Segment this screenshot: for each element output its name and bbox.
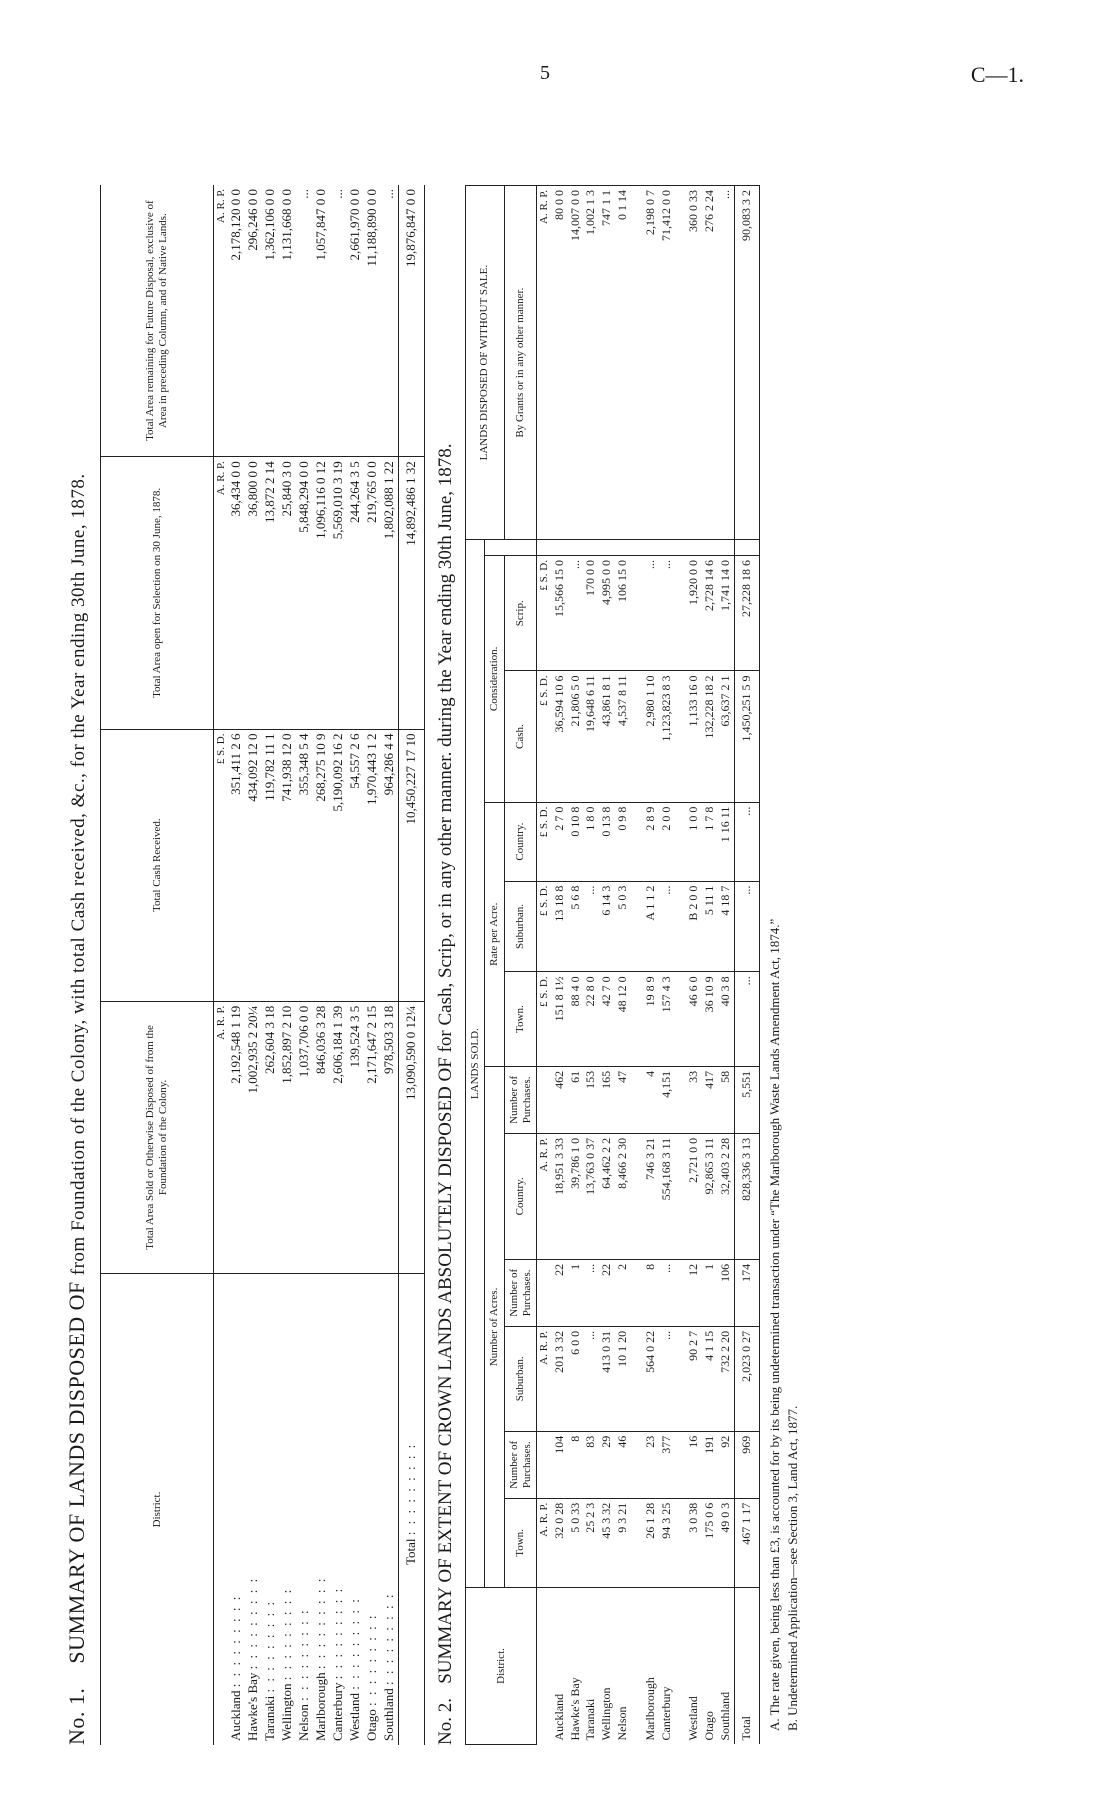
table1-row: [262, 185, 279, 1745]
cell: 2,198 0 7: [643, 186, 659, 540]
cell: 1 7 8: [702, 802, 718, 881]
cash-cell: 5,190,092 16 2: [330, 729, 347, 1001]
table2-header-lands-sold: LANDS SOLD.: [465, 540, 485, 1588]
cell: 4,995 0 0: [599, 556, 615, 671]
col-rate-country: Country.: [504, 802, 536, 881]
cell: ...: [659, 1326, 675, 1431]
cash-cell: 1,970,443 1 2: [364, 729, 381, 1001]
unit-label: A. R. P.: [537, 1133, 552, 1259]
table1-row: [347, 185, 364, 1745]
cell: 5 0 3: [615, 881, 631, 972]
table1-header-cash: Total Cash Received.: [100, 729, 213, 1001]
cell: 6 0 0: [568, 1326, 584, 1431]
total-cell: 828,336 3 13: [734, 1133, 759, 1259]
total-cash: 10,450,227 17 10: [398, 729, 424, 1001]
total-cell: 174: [734, 1259, 759, 1326]
district-name: Otago: [363, 1709, 379, 1741]
table1-number: No. 1.: [64, 1687, 89, 1745]
cash-cell: 741,938 12 0: [279, 729, 296, 1001]
table2-row: [718, 186, 734, 1745]
district-name: Canterbury: [659, 1588, 675, 1745]
cell: 46 6 0: [686, 972, 702, 1066]
cell: 21,806 5 0: [568, 671, 584, 802]
cell: 0 9 8: [615, 802, 631, 881]
district-name: Nelson: [296, 1704, 312, 1741]
district-name: Southland: [718, 1588, 734, 1745]
cell: 0 1 14: [615, 186, 631, 540]
open-cell: 13,872 2 14: [262, 457, 279, 729]
leader-dots: : : : : : : : : :: [228, 1594, 244, 1688]
cell: 4 18 7: [718, 881, 734, 972]
table2-header-district: District.: [465, 1588, 537, 1745]
table2-row: [686, 186, 702, 1745]
total-label: Total: [734, 1588, 759, 1745]
cell: 90 2 7: [686, 1326, 702, 1431]
cell: 5 11 1: [702, 881, 718, 972]
total-remaining: 19,876,847 0 0: [398, 185, 424, 457]
cell: 48 12 0: [615, 972, 631, 1066]
cell: 61: [568, 1066, 584, 1133]
cell: 8: [568, 1431, 584, 1498]
col-country: Country.: [504, 1133, 536, 1259]
table2-gap: [631, 186, 643, 1745]
cell: 10 1 20: [615, 1326, 631, 1431]
document-code: C—1.: [970, 62, 1024, 87]
footnote-b: B. Undetermined Application—see Section 3, Land Act, 1877.: [784, 1405, 800, 1731]
table2-row: [615, 186, 631, 1745]
cash-cell: 355,348 5 4: [296, 729, 313, 1001]
cell: ...: [659, 1259, 675, 1326]
area-sold-cell: 846,036 3 28: [313, 1001, 330, 1273]
cell: 16: [686, 1431, 702, 1498]
cell: 1,123,823 8 3: [659, 671, 675, 802]
cell: 732 2 20: [718, 1326, 734, 1431]
cell: 3 0 38: [686, 1498, 702, 1587]
table2-header-without-sale: LANDS DISPOSED OF WITHOUT SALE.: [465, 186, 504, 540]
table1-title-caps: SUMMARY OF LANDS DISPOSED OF: [64, 1281, 89, 1664]
leader-dots: : : : : : : : : :: [363, 1613, 379, 1706]
cell: 19 8 9: [643, 972, 659, 1066]
cell: 25 2 3: [583, 1498, 599, 1587]
district-name: Taranaki: [583, 1588, 599, 1745]
cell: ...: [583, 1326, 599, 1431]
cash-cell: 351,411 2 6: [228, 729, 245, 1001]
cell: 12: [686, 1259, 702, 1326]
table2-title-rest: for Cash, Scrip, or in any other manner. during the Year ending 30th June, 1878.: [434, 443, 456, 1053]
district-name: Canterbury: [330, 1682, 346, 1741]
district-name: Auckland: [228, 1690, 244, 1741]
cell: 1 8 0: [583, 802, 599, 881]
cell: 4: [643, 1066, 659, 1133]
table1-title: [64, 105, 90, 1745]
cell: 32,403 2 28: [718, 1133, 734, 1259]
cell: 165: [599, 1066, 615, 1133]
district-name: Auckland: [552, 1588, 568, 1745]
cell: 413 0 31: [599, 1326, 615, 1431]
cell: 201 3 32: [552, 1326, 568, 1431]
total-cell: 1,450,251 5 9: [734, 671, 759, 802]
table1-row: [228, 185, 245, 1745]
table2-number: No. 2.: [434, 1698, 456, 1745]
table1-header-district: District.: [100, 1274, 213, 1745]
cell: 14,007 0 0: [568, 186, 584, 540]
cell: 13 18 8: [552, 881, 568, 972]
cash-cell: 434,092 12 0: [245, 729, 262, 1001]
col-rate-town: Town.: [504, 972, 536, 1066]
cell: 1 0 0: [686, 802, 702, 881]
cell: 2 8 9: [643, 802, 659, 881]
table1-row: [364, 185, 381, 1745]
cash-cell: 119,782 11 1: [262, 729, 279, 1001]
page-number: 5: [540, 62, 550, 84]
table2-row: [659, 186, 675, 1745]
cell: 170 0 0: [583, 556, 599, 671]
cell: 1,002 1 3: [583, 186, 599, 540]
table2-total-row: [734, 186, 759, 1745]
col-scrip: Scrip.: [504, 556, 536, 671]
leader-dots: : : : : : : : : :: [402, 1442, 418, 1536]
cell: 80 0 0: [552, 186, 568, 540]
cell: 4,151: [659, 1066, 675, 1133]
leader-dots: : : : : : : : : :: [245, 1576, 261, 1670]
cell: 92: [718, 1431, 734, 1498]
table1-header-area-sold: Total Area Sold or Otherwise Disposed of from the Foundation of the Colony.: [100, 1001, 213, 1273]
total-cell: ...: [734, 802, 759, 881]
cell: 1: [568, 1259, 584, 1326]
cell: 8: [643, 1259, 659, 1326]
table2-header-consideration: Consideration.: [485, 556, 505, 803]
district-name: Wellington: [279, 1683, 295, 1741]
district-name: Southland: [380, 1688, 396, 1741]
cell: 2,728 14 6: [702, 556, 718, 671]
cash-cell: 964,286 4 4: [381, 729, 398, 1001]
table2-header-number-of-acres: Number of Acres.: [485, 1066, 505, 1587]
table2-row: [583, 186, 599, 1745]
col-grants: By Grants or in any other manner.: [504, 186, 536, 540]
table1-row: [296, 185, 313, 1745]
col-rate-suburban: Suburban.: [504, 881, 536, 972]
leader-dots: : : : : : : : : :: [279, 1587, 295, 1681]
open-cell: 36,434 0 0: [228, 457, 245, 729]
cell: 191: [702, 1431, 718, 1498]
cell: 153: [583, 1066, 599, 1133]
col-cash: Cash.: [504, 671, 536, 802]
unit-label: £ S. D.: [537, 972, 552, 1066]
district-name: Westland: [347, 1692, 363, 1741]
cell: 15,566 15 0: [552, 556, 568, 671]
total-label: Total: [402, 1538, 418, 1565]
total-cell: 27,228 18 6: [734, 556, 759, 671]
table1-row: [279, 185, 296, 1745]
cell: ...: [583, 881, 599, 972]
cell: ...: [659, 556, 675, 671]
cell: 64,462 2 2: [599, 1133, 615, 1259]
cell: 5 6 8: [568, 881, 584, 972]
table1-title-rest: from Foundation of the Colony, with total Cash received, &c., for the Year ending 30th June, 1878.: [68, 473, 89, 1276]
table2-row: [599, 186, 615, 1745]
cell: 63,637 2 1: [718, 671, 734, 802]
table1-row: [330, 185, 347, 1745]
cell: 1,133 16 0: [686, 671, 702, 802]
cell: 26 1 28: [643, 1498, 659, 1587]
leader-dots: : : : : : : : : :: [262, 1599, 278, 1693]
cell: 9 3 21: [615, 1498, 631, 1587]
cell: 2,721 0 0: [686, 1133, 702, 1259]
cell: 88 4 0: [568, 972, 584, 1066]
footnote-a: A. The rate given, being less than £3, is accounted for by its being undetermined transaction under “The Marlborough Waste Lands Amendment Act, 1874.”: [766, 918, 782, 1731]
remaining-cell: 1,362,106 0 0: [262, 185, 279, 457]
total-cell: ...: [734, 972, 759, 1066]
cell: 39,786 1 0: [568, 1133, 584, 1259]
cell: 40 3 8: [718, 972, 734, 1066]
cell: 83: [583, 1431, 599, 1498]
open-cell: 219,765 0 0: [364, 457, 381, 729]
cash-cell: 268,275 10 9: [313, 729, 330, 1001]
table2-row: [643, 186, 659, 1745]
remaining-cell: 1,131,668 0 0: [279, 185, 296, 457]
table1-header-remaining: Total Area remaining for Future Disposal, exclusive of Area in preceding Column, and of Native Lands.: [100, 185, 213, 457]
total-cell: 467 1 17: [734, 1498, 759, 1587]
area-sold-cell: 2,171,647 2 15: [364, 1001, 381, 1273]
unit-label: £ S. D.: [537, 881, 552, 972]
cell: 2 0 0: [659, 802, 675, 881]
cell: ...: [643, 556, 659, 671]
table2-row: [702, 186, 718, 1745]
cell: 564 0 22: [643, 1326, 659, 1431]
table2: [465, 185, 760, 1745]
cell: 18,951 3 33: [552, 1133, 568, 1259]
unit-label: A. R. P.: [537, 186, 552, 540]
open-cell: 1,096,116 0 12: [313, 457, 330, 729]
table2-header-blank: [485, 540, 537, 556]
unit-label: £ S. D.: [537, 556, 552, 671]
district-name: Nelson: [615, 1588, 631, 1745]
remaining-cell: 2,178,120 0 0: [228, 185, 245, 457]
page-header: [0, 62, 1114, 102]
cell: 2,980 1 10: [643, 671, 659, 802]
area-sold-cell: 1,852,897 2 10: [279, 1001, 296, 1273]
cell: 4 1 15: [702, 1326, 718, 1431]
footnotes: [768, 105, 801, 1745]
open-cell: 1,802,088 1 22: [381, 457, 398, 729]
cell: 58: [718, 1066, 734, 1133]
cell: 22 8 0: [583, 972, 599, 1066]
total-cell: 5,551: [734, 1066, 759, 1133]
cell: 5 0 33: [568, 1498, 584, 1587]
col-country-purchases: Number of Purchases.: [504, 1066, 536, 1133]
district-name: Marlborough: [643, 1588, 659, 1745]
district-name: Otago: [702, 1588, 718, 1745]
cell: 1: [702, 1259, 718, 1326]
cell: 22: [599, 1259, 615, 1326]
unit-label: £ S. D.: [537, 802, 552, 881]
col-suburban: Suburban.: [504, 1326, 536, 1431]
leader-dots: : : : : : : : : :: [380, 1592, 396, 1686]
open-cell: 36,800 0 0: [245, 457, 262, 729]
cell: 8,466 2 30: [615, 1133, 631, 1259]
unit-label: A. R. P.: [213, 457, 228, 729]
cell: ...: [568, 556, 584, 671]
cell: ...: [718, 186, 734, 540]
table2-title-caps: SUMMARY OF EXTENT OF CROWN LANDS ABSOLUTELY DISPOSED OF: [434, 1057, 456, 1684]
cell: 462: [552, 1066, 568, 1133]
cell: A 1 1 2: [643, 881, 659, 972]
unit-label: A. R. P.: [537, 1498, 552, 1587]
cell: 13,763 0 37: [583, 1133, 599, 1259]
open-cell: 25,840 3 0: [279, 457, 296, 729]
remaining-cell: ...: [381, 185, 398, 457]
leader-dots: : : : : : : : : :: [296, 1608, 312, 1701]
area-sold-cell: 1,002,935 2 20¼: [245, 1001, 262, 1273]
cell: 94 3 25: [659, 1498, 675, 1587]
total-cell: 2,023 0 27: [734, 1326, 759, 1431]
total-cell: ...: [734, 881, 759, 972]
remaining-cell: 1,057,847 0 0: [313, 185, 330, 457]
col-suburban-purchases: Number of Purchases.: [504, 1259, 536, 1326]
open-cell: 5,848,294 0 0: [296, 457, 313, 729]
cell: 36 10 9: [702, 972, 718, 1066]
cell: 106: [718, 1259, 734, 1326]
cell: 19,648 6 11: [583, 671, 599, 802]
total-area-sold: 13,090,590 0 12¼: [398, 1001, 424, 1273]
cell: 377: [659, 1431, 675, 1498]
cell: 2 7 0: [552, 802, 568, 881]
cell: 1,741 14 0: [718, 556, 734, 671]
cell: 32 0 28: [552, 1498, 568, 1587]
cell: B 2 0 0: [686, 881, 702, 972]
cell: 46: [615, 1431, 631, 1498]
cell: ...: [659, 881, 675, 972]
cell: 746 3 21: [643, 1133, 659, 1259]
district-name: Hawke's Bay: [245, 1672, 261, 1741]
remaining-cell: 296,246 0 0: [245, 185, 262, 457]
col-town-purchases: Number of Purchases.: [504, 1431, 536, 1498]
unit-label: A. R. P.: [537, 1326, 552, 1431]
area-sold-cell: 1,037,706 0 0: [296, 1001, 313, 1273]
cell: 104: [552, 1431, 568, 1498]
district-name: Westland: [686, 1588, 702, 1745]
cell: 106 15 0: [615, 556, 631, 671]
remaining-cell: 11,188,890 0 0: [364, 185, 381, 457]
remaining-cell: ...: [296, 185, 313, 457]
cell: 175 0 6: [702, 1498, 718, 1587]
cell: 151 8 1½: [552, 972, 568, 1066]
table2-row: [552, 186, 568, 1745]
remaining-cell: ...: [330, 185, 347, 457]
cell: 92,865 3 11: [702, 1133, 718, 1259]
cell: 23: [643, 1431, 659, 1498]
leader-dots: : : : : : : : : :: [347, 1597, 363, 1690]
col-town: Town.: [504, 1498, 536, 1587]
table2-title: [435, 105, 457, 1745]
table1-row: [245, 185, 262, 1745]
table2-header-rate-per-acre: Rate per Acre.: [485, 802, 505, 1066]
cell: 276 2 24: [702, 186, 718, 540]
table2-gap: [674, 186, 686, 1745]
unit-label: £ S. D.: [213, 729, 228, 1001]
cell: 71,412 0 0: [659, 186, 675, 540]
cell: 360 0 33: [686, 186, 702, 540]
cash-cell: 54,557 2 6: [347, 729, 364, 1001]
unit-label: A. R. P.: [213, 185, 228, 457]
table1: [100, 185, 425, 1745]
table1-units-row: [213, 185, 228, 1745]
cell: 49 0 3: [718, 1498, 734, 1587]
cell: 36,594 10 6: [552, 671, 568, 802]
cell: 132,228 18 2: [702, 671, 718, 802]
unit-label: A. R. P.: [213, 1001, 228, 1273]
cell: 43,861 8 1: [599, 671, 615, 802]
area-sold-cell: 978,503 3 18: [381, 1001, 398, 1273]
cell: 0 13 8: [599, 802, 615, 881]
cell: 42 7 0: [599, 972, 615, 1066]
leader-dots: : : : : : : : : :: [330, 1586, 346, 1680]
table1-header-open: Total Area open for Selection on 30 June, 1878.: [100, 457, 213, 729]
remaining-cell: 2,661,970 0 0: [347, 185, 364, 457]
table1-row: [313, 185, 330, 1745]
cell: 747 1 1: [599, 186, 615, 540]
cell: 4,537 8 11: [615, 671, 631, 802]
area-sold-cell: 139,524 3 5: [347, 1001, 364, 1273]
leader-dots: : : : : : : : : :: [313, 1576, 329, 1670]
cell: ...: [583, 1259, 599, 1326]
cell: 29: [599, 1431, 615, 1498]
cell: 22: [552, 1259, 568, 1326]
cell: 1 16 11: [718, 802, 734, 881]
total-cell: 969: [734, 1431, 759, 1498]
area-sold-cell: 262,604 3 18: [262, 1001, 279, 1273]
cell: 45 3 32: [599, 1498, 615, 1587]
table1-total-row: [398, 185, 424, 1745]
district-name: Hawke's Bay: [568, 1588, 584, 1745]
cell: 2: [615, 1259, 631, 1326]
district-name: Wellington: [599, 1588, 615, 1745]
total-open: 14,892,486 1 32: [398, 457, 424, 729]
cell: 417: [702, 1066, 718, 1133]
cell: 47: [615, 1066, 631, 1133]
cell: 0 10 8: [568, 802, 584, 881]
cell: 1,920 0 0: [686, 556, 702, 671]
cell: 33: [686, 1066, 702, 1133]
district-name: Taranaki: [262, 1695, 278, 1741]
district-name: Marlborough: [313, 1672, 329, 1741]
table2-units-row: [537, 186, 552, 1745]
open-cell: 244,264 3 5: [347, 457, 364, 729]
cell: 6 14 3: [599, 881, 615, 972]
open-cell: 5,569,010 3 19: [330, 457, 347, 729]
unit-label: £ S. D.: [537, 671, 552, 802]
cell: 157 4 3: [659, 972, 675, 1066]
area-sold-cell: 2,606,184 1 39: [330, 1001, 347, 1273]
total-cell: 90,083 3 2: [734, 186, 759, 540]
rotated-sheet: [60, 105, 1020, 1745]
table2-row: [568, 186, 584, 1745]
cell: 554,168 3 11: [659, 1133, 675, 1259]
area-sold-cell: 2,192,548 1 19: [228, 1001, 245, 1273]
table1-row: [381, 185, 398, 1745]
